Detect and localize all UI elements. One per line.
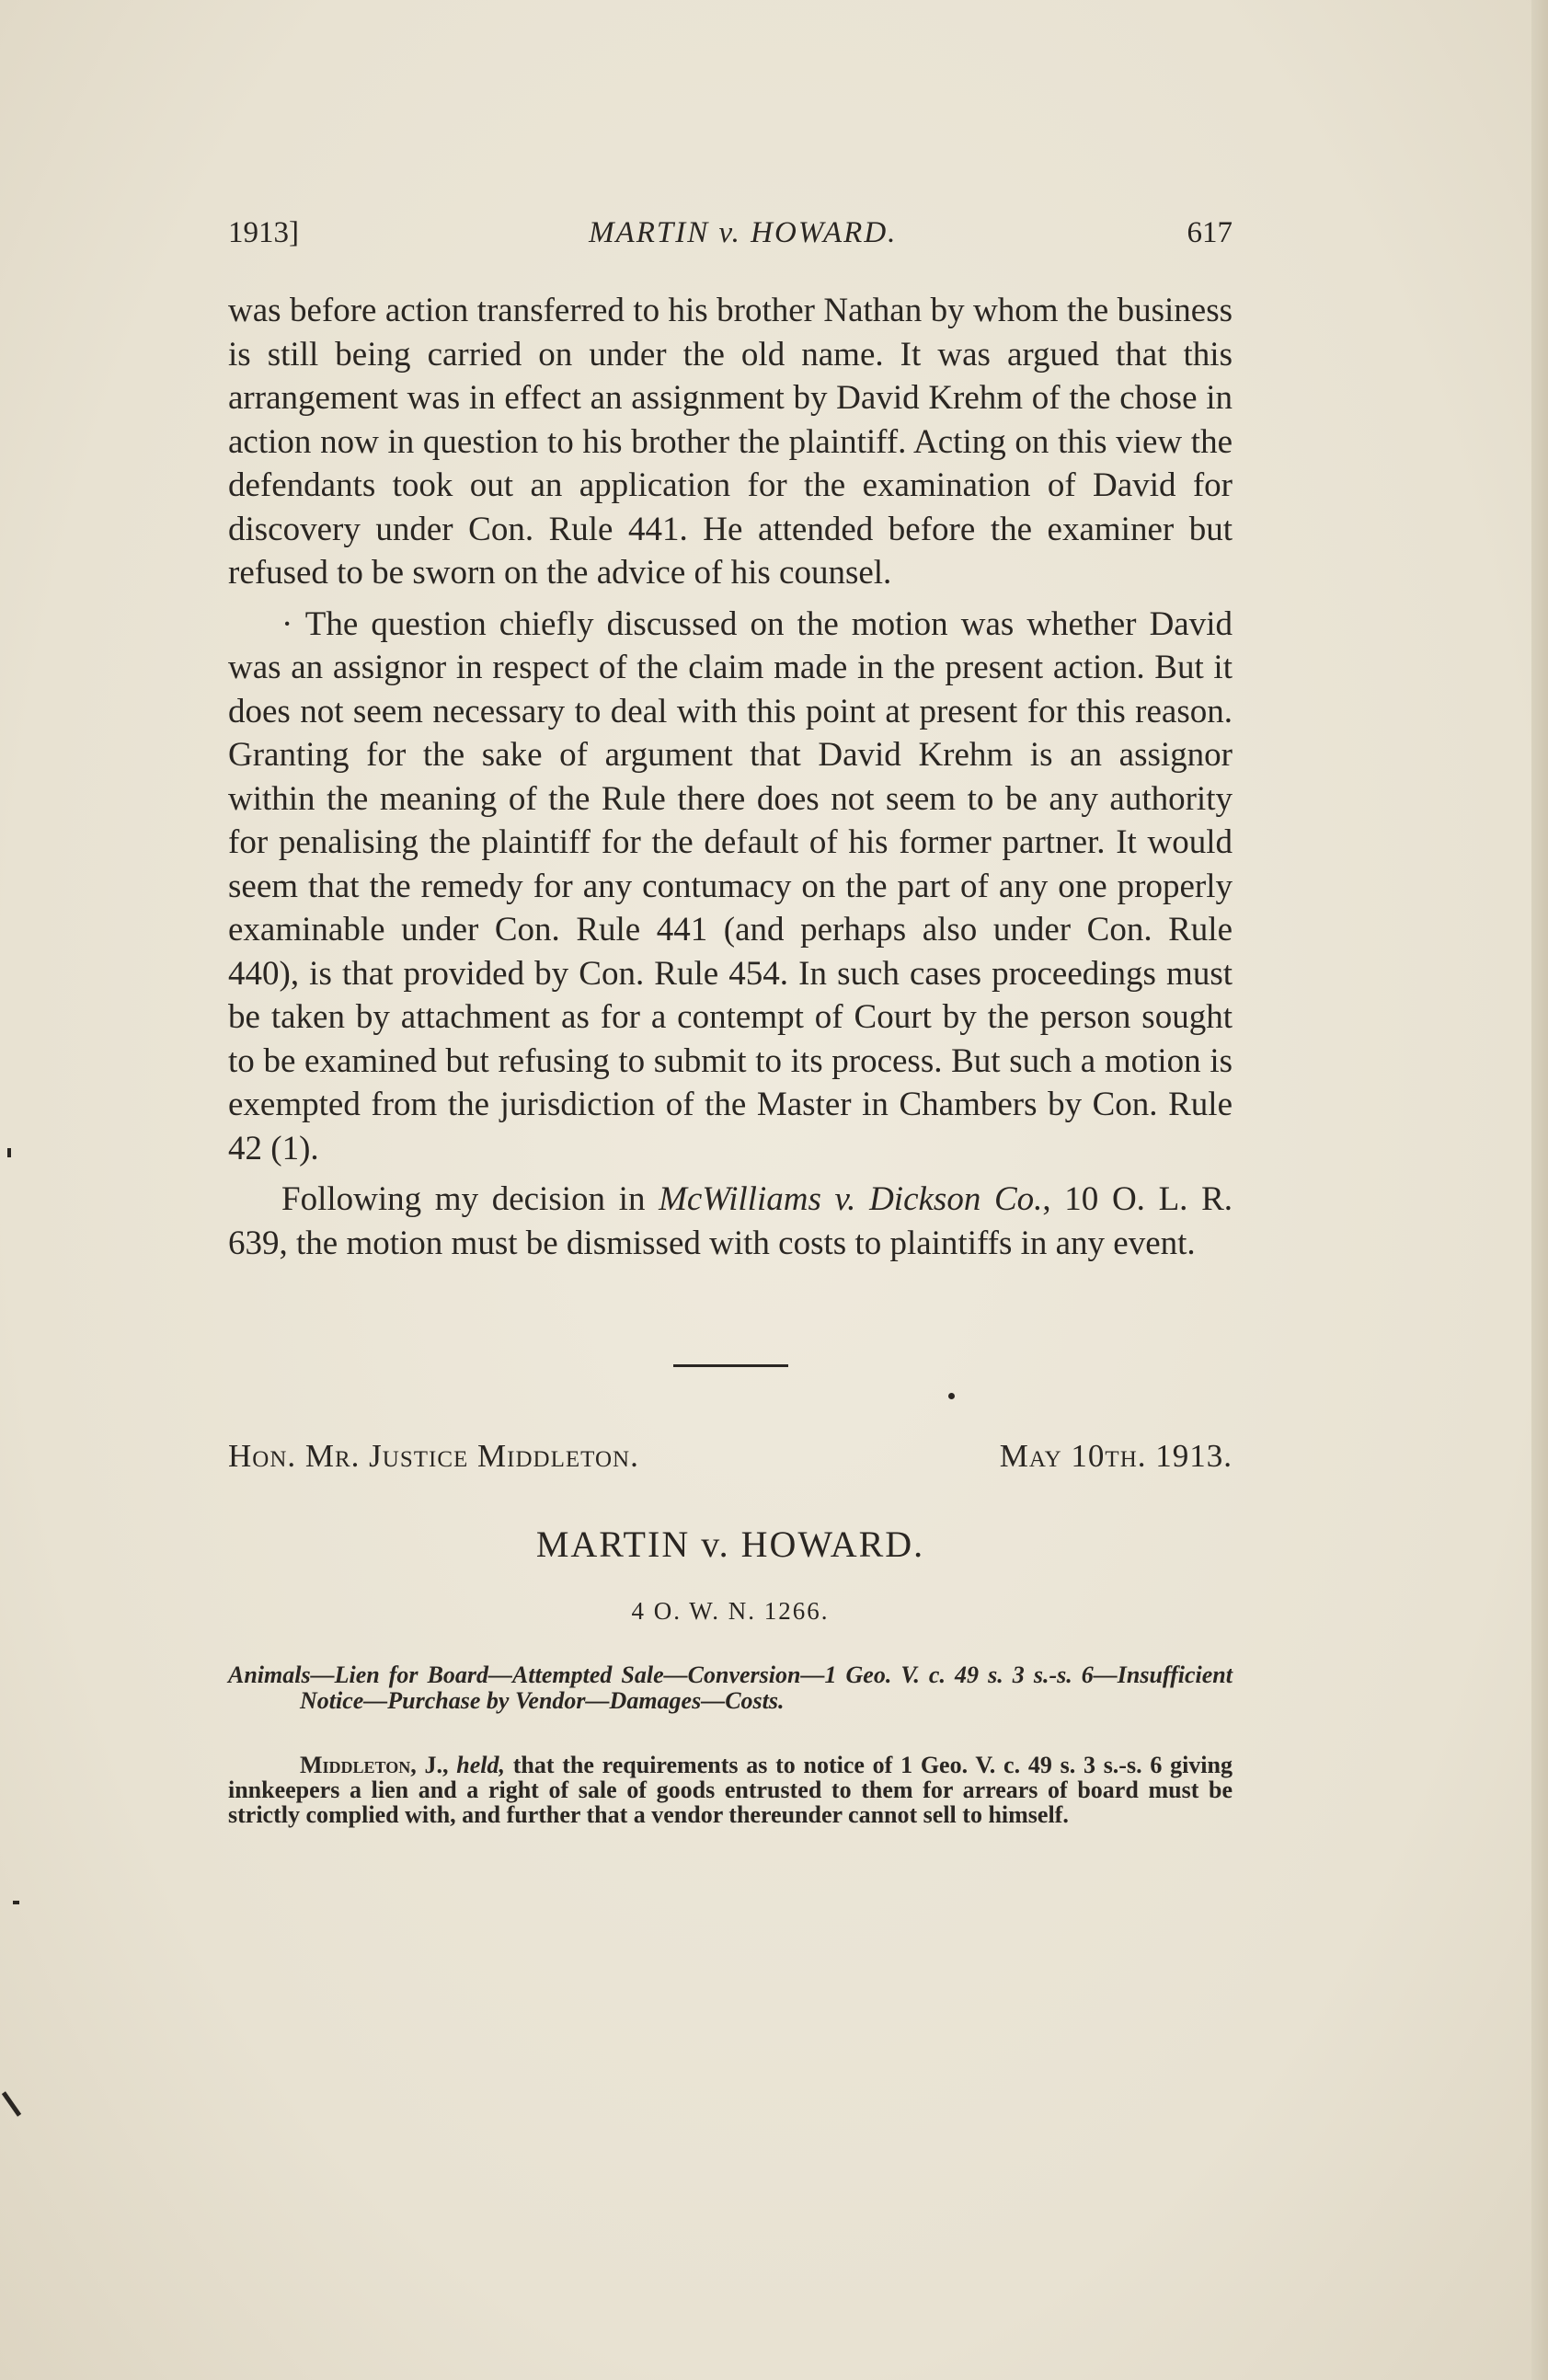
ink-dot	[948, 1393, 955, 1399]
holding-held: held,	[456, 1752, 505, 1778]
paragraph	[228, 1178, 1233, 1265]
judgment-date: May 10th. 1913.	[999, 1438, 1233, 1474]
margin-mark	[13, 1901, 19, 1904]
case-heading: MARTIN v. HOWARD.	[535, 1523, 925, 1565]
running-head-year: 1913]	[228, 216, 299, 249]
headnote: Animals—Lien for Board—Attempted Sale—Conversion—1 Geo. V. c. 49 s. 3 s.-s. 6—Insufficient Notice—Purchase by Vendor—Damages—Costs.	[228, 1661, 1233, 1714]
report-citation: 4 O. W. N. 1266.	[631, 1597, 830, 1625]
judge-line	[228, 1438, 1233, 1475]
holding	[228, 1753, 1233, 1827]
case-citation: McWilliams v. Dickson Co.	[659, 1180, 1043, 1218]
section-divider	[673, 1364, 788, 1367]
page-edge	[1531, 0, 1548, 2380]
margin-mark	[7, 1148, 11, 1157]
paragraph: · The question chiefly discussed on the motion was whether David was an assignor in respect of the claim made in the present action. But it does not seem necessary to deal with this point at present for this reason. Granting for the sake of argument that David Krehm is an assignor within the meaning of the Rule there does not seem to be any authority for penalising the plaintiff for the default of his former partner. It would seem that the remedy for any contumacy on the part of any one properly examinable under Con. Rule 441 (and perhaps also under Con. Rule 440), is that provided by Con. Rule 454. In such cases proceedings must be taken by attachment as for a contempt of Court by the person sought to be examined but refusing to submit to its process. But such a motion is exempted from the jurisdiction of the Master in Chambers by Con. Rule 42 (1).	[228, 604, 1233, 1167]
page-number: 617	[1187, 216, 1233, 249]
body-text	[228, 289, 1233, 1265]
holding-text: that the requirements as to notice of 1 Geo. V. c. 49 s. 3 s.-s. 6 giving innkeepers a lien and a right of sale of goods entrusted to them for arrears of board must be strictly complied with, and further that a vendor thereunder cannot sell to himself.	[228, 1752, 1233, 1828]
running-head-title: MARTIN v. HOWARD.	[589, 216, 898, 249]
running-head	[228, 216, 1233, 250]
holding-judge: Middleton, J.,	[300, 1752, 449, 1778]
judge-name: Hon. Mr. Justice Middleton.	[228, 1438, 639, 1474]
paragraph-text: Following my decision in	[281, 1180, 659, 1218]
paragraph: was before action transferred to his brother Nathan by whom the business is still being carried on under the old name. It was argued that this arrangement was in effect an assignment by David Krehm of the chose in action now in question to his brother the plaintiff. Acting on this view the defendants took out an application for the examination of David for discovery under Con. Rule 441. He attended before the examiner but refused to be sworn on the advice of his counsel.	[228, 292, 1233, 592]
page-content	[228, 216, 1233, 1827]
paragraph-text: , 10 O. L. R. 639, the motion must be dismissed with costs to plaintiffs in any event.	[228, 1180, 1233, 1262]
margin-mark	[2, 2091, 21, 2116]
